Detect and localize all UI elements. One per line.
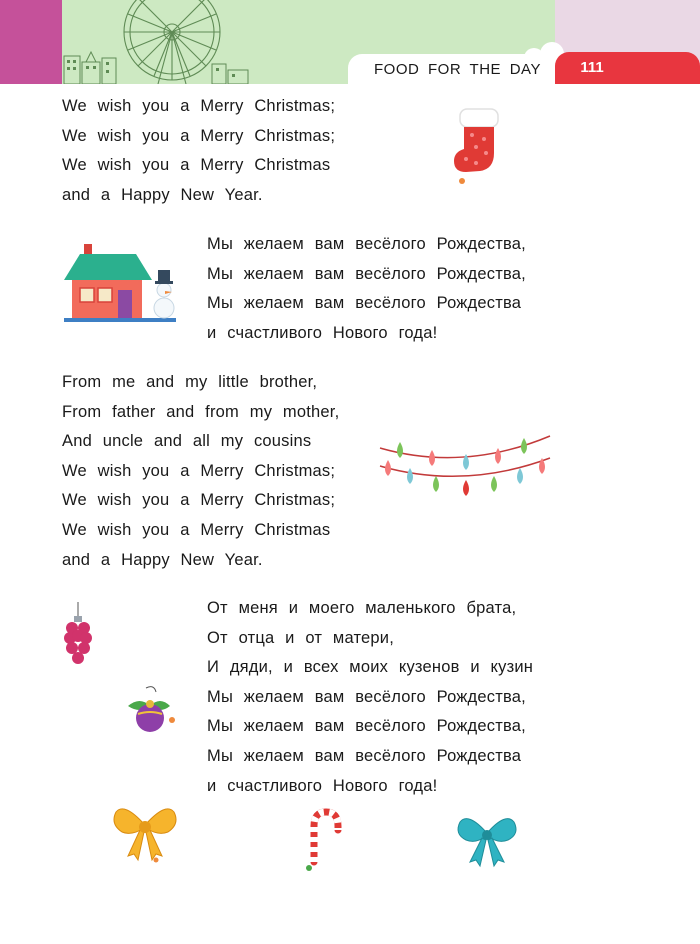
verse-line: We wish you a Merry Christmas: [62, 520, 331, 539]
verse-line: От отца и от матери,: [207, 628, 394, 647]
christmas-stocking-icon: [448, 105, 508, 185]
ball-ornament-icon: [124, 684, 178, 740]
verse-line: И дяди, и всех моих кузенов и кузин: [207, 658, 534, 677]
verse-english-2: [62, 368, 339, 575]
candy-cane-icon: [300, 806, 346, 872]
verse-line: Мы желаем вам весёлого Рождества,: [207, 717, 526, 736]
verse-line: и счастливого Нового года!: [207, 776, 438, 795]
verse-line: Мы желаем вам весёлого Рождества: [207, 746, 522, 765]
christmas-lights-garland-icon: [376, 428, 554, 512]
house-with-snowman-icon: [62, 240, 182, 324]
verse-line: We wish you a Merry Christmas;: [62, 126, 336, 145]
verse-line: и счастливого Нового года!: [207, 323, 438, 342]
page-number: 111: [580, 59, 604, 76]
verse-line: and a Happy New Year.: [62, 185, 263, 204]
verse-line: From me and my little brother,: [62, 373, 318, 391]
verse-line: And uncle and all my cousins: [62, 432, 312, 451]
verse-line: От меня и моего маленького брата,: [207, 599, 517, 617]
verse-line: Мы желаем вам весёлого Рождества,: [207, 235, 526, 253]
verse-line: We wish you a Merry Christmas;: [62, 461, 336, 480]
page-header: [0, 0, 700, 84]
verse-russian-1: [207, 230, 526, 348]
verse-line: Мы желаем вам весёлого Рождества,: [207, 687, 526, 706]
verse-line: Мы желаем вам весёлого Рождества: [207, 294, 522, 313]
verse-line: We wish you a Merry Christmas;: [62, 491, 336, 510]
orange-bow-icon: [112, 802, 178, 864]
teal-bow-icon: [456, 812, 518, 870]
ferris-wheel-cityscape-illustration: [62, 0, 252, 84]
verse-english-1: [62, 92, 335, 210]
verse-line: From father and from my mother,: [62, 402, 340, 421]
verse-line: Мы желаем вам весёлого Рождества,: [207, 264, 526, 283]
verse-russian-2: [207, 594, 533, 801]
verse-line: and a Happy New Year.: [62, 550, 263, 569]
verse-line: We wish you a Merry Christmas;: [62, 97, 336, 115]
header-magenta-band: [0, 0, 62, 84]
section-title: FOOD FOR THE DAY: [374, 61, 541, 78]
pinecone-ornament-icon: [62, 602, 94, 672]
verse-line: We wish you a Merry Christmas: [62, 156, 331, 175]
